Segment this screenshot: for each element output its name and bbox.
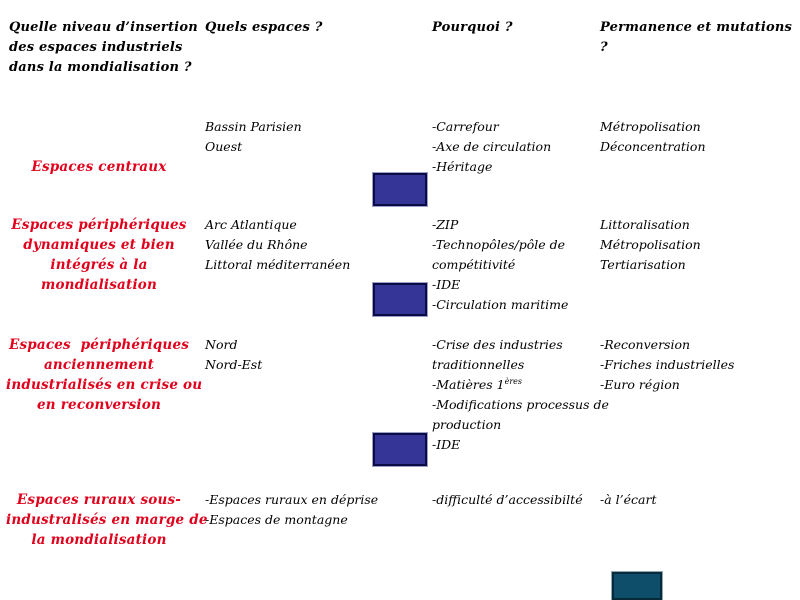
permanence-line: -Friches industrielles: [600, 357, 735, 372]
why-line: compétitivité: [432, 257, 516, 272]
why-line: [432, 375, 609, 395]
spaces-line: Nord-Est: [205, 357, 263, 372]
header-level-insertion: [9, 18, 199, 78]
permanence-line: Métropolisation: [600, 119, 701, 134]
spaces-cell-row-4: [205, 490, 378, 530]
permanence-cell-row-1: [600, 117, 706, 157]
permanence-line: Métropolisation: [600, 237, 701, 252]
permanence-cell-row-2: [600, 215, 701, 275]
category-line: industralisés en marge de: [6, 512, 208, 528]
spaces-line: -Espaces de montagne: [205, 512, 348, 527]
spaces-line: Arc Atlantique: [205, 217, 297, 232]
category-line: industrialisés en crise ou: [6, 377, 203, 393]
permanence-line: Littoralisation: [600, 217, 690, 232]
spaces-line: Nord: [205, 337, 238, 352]
header-level-line: Quelle niveau d’insertion: [9, 20, 198, 35]
category-line: Espaces périphériques: [8, 337, 190, 353]
permanence-cell-row-3: [600, 335, 734, 395]
why-line: -IDE: [432, 437, 461, 452]
permanence-cell-row-4: [600, 490, 656, 510]
category-line: intégrés à la: [50, 257, 148, 273]
category-line: Espaces périphériques: [11, 217, 187, 233]
nav-button[interactable]: [612, 572, 662, 600]
category-espaces-peripheriques-en-crise: [6, 335, 203, 415]
spaces-cell-row-2: [205, 215, 350, 275]
action-button-row-1[interactable]: [373, 173, 427, 206]
header-permanence: Permanence et mutations ?: [600, 20, 793, 55]
why-line: -IDE: [432, 277, 461, 292]
category-line: Espaces centraux: [31, 159, 167, 175]
why-cell-row-4: [432, 490, 583, 510]
why-line: -difficulté d’accessibilté: [432, 492, 583, 507]
header-spaces: Quels espaces ?: [205, 20, 323, 35]
category-line: dynamiques et bien: [23, 237, 175, 253]
category-line: mondialisation: [40, 277, 157, 293]
permanence-line: -Reconversion: [600, 337, 691, 352]
permanence-line: Déconcentration: [600, 139, 706, 154]
spaces-line: Bassin Parisien: [205, 119, 302, 134]
spaces-cell-row-3: [205, 335, 262, 375]
category-line: la mondialisation: [31, 532, 167, 548]
why-cell-row-3: [432, 335, 609, 455]
why-line: -Modifications processus de: [432, 397, 609, 412]
why-line: -Axe de circulation: [432, 139, 552, 154]
why-line: -Technopôles/pôle de: [432, 237, 566, 252]
why-line: traditionnelles: [432, 357, 525, 372]
category-espaces-ruraux: [6, 490, 208, 550]
why-line: production: [432, 417, 502, 432]
header-level-line: dans la mondialisation ?: [9, 60, 192, 75]
action-button-row-2[interactable]: [373, 283, 427, 316]
category-line: en reconversion: [37, 397, 161, 413]
category-espaces-centraux: [6, 157, 192, 177]
why-line: -Héritage: [432, 159, 493, 174]
why-line: -ZIP: [432, 217, 459, 232]
why-cell-row-1: [432, 117, 551, 177]
header-level-line: des espaces industriels: [9, 40, 183, 55]
spaces-line: Littoral méditerranéen: [205, 257, 351, 272]
spaces-line: Vallée du Rhône: [205, 237, 308, 252]
spaces-cell-row-1: [205, 117, 302, 157]
permanence-line: Tertiarisation: [600, 257, 686, 272]
permanence-line: -Euro région: [600, 377, 680, 392]
why-line: -Circulation maritime: [432, 297, 569, 312]
category-line: anciennement: [43, 357, 155, 373]
header-why: Pourquoi ?: [432, 20, 513, 35]
category-line: Espaces ruraux sous-: [16, 492, 182, 508]
why-cell-row-2: [432, 215, 568, 315]
why-line-text: -Matières 1: [432, 377, 505, 392]
action-button-row-3[interactable]: [373, 433, 427, 466]
why-line-superscript: ères: [504, 376, 523, 386]
category-espaces-peripheriques-dynamiques: [6, 215, 192, 295]
why-line: -Crise des industries: [432, 337, 563, 352]
why-line: -Carrefour: [432, 119, 499, 134]
spaces-line: -Espaces ruraux en déprise: [205, 492, 379, 507]
spaces-line: Ouest: [205, 139, 243, 154]
permanence-line: -à l’écart: [600, 492, 657, 507]
